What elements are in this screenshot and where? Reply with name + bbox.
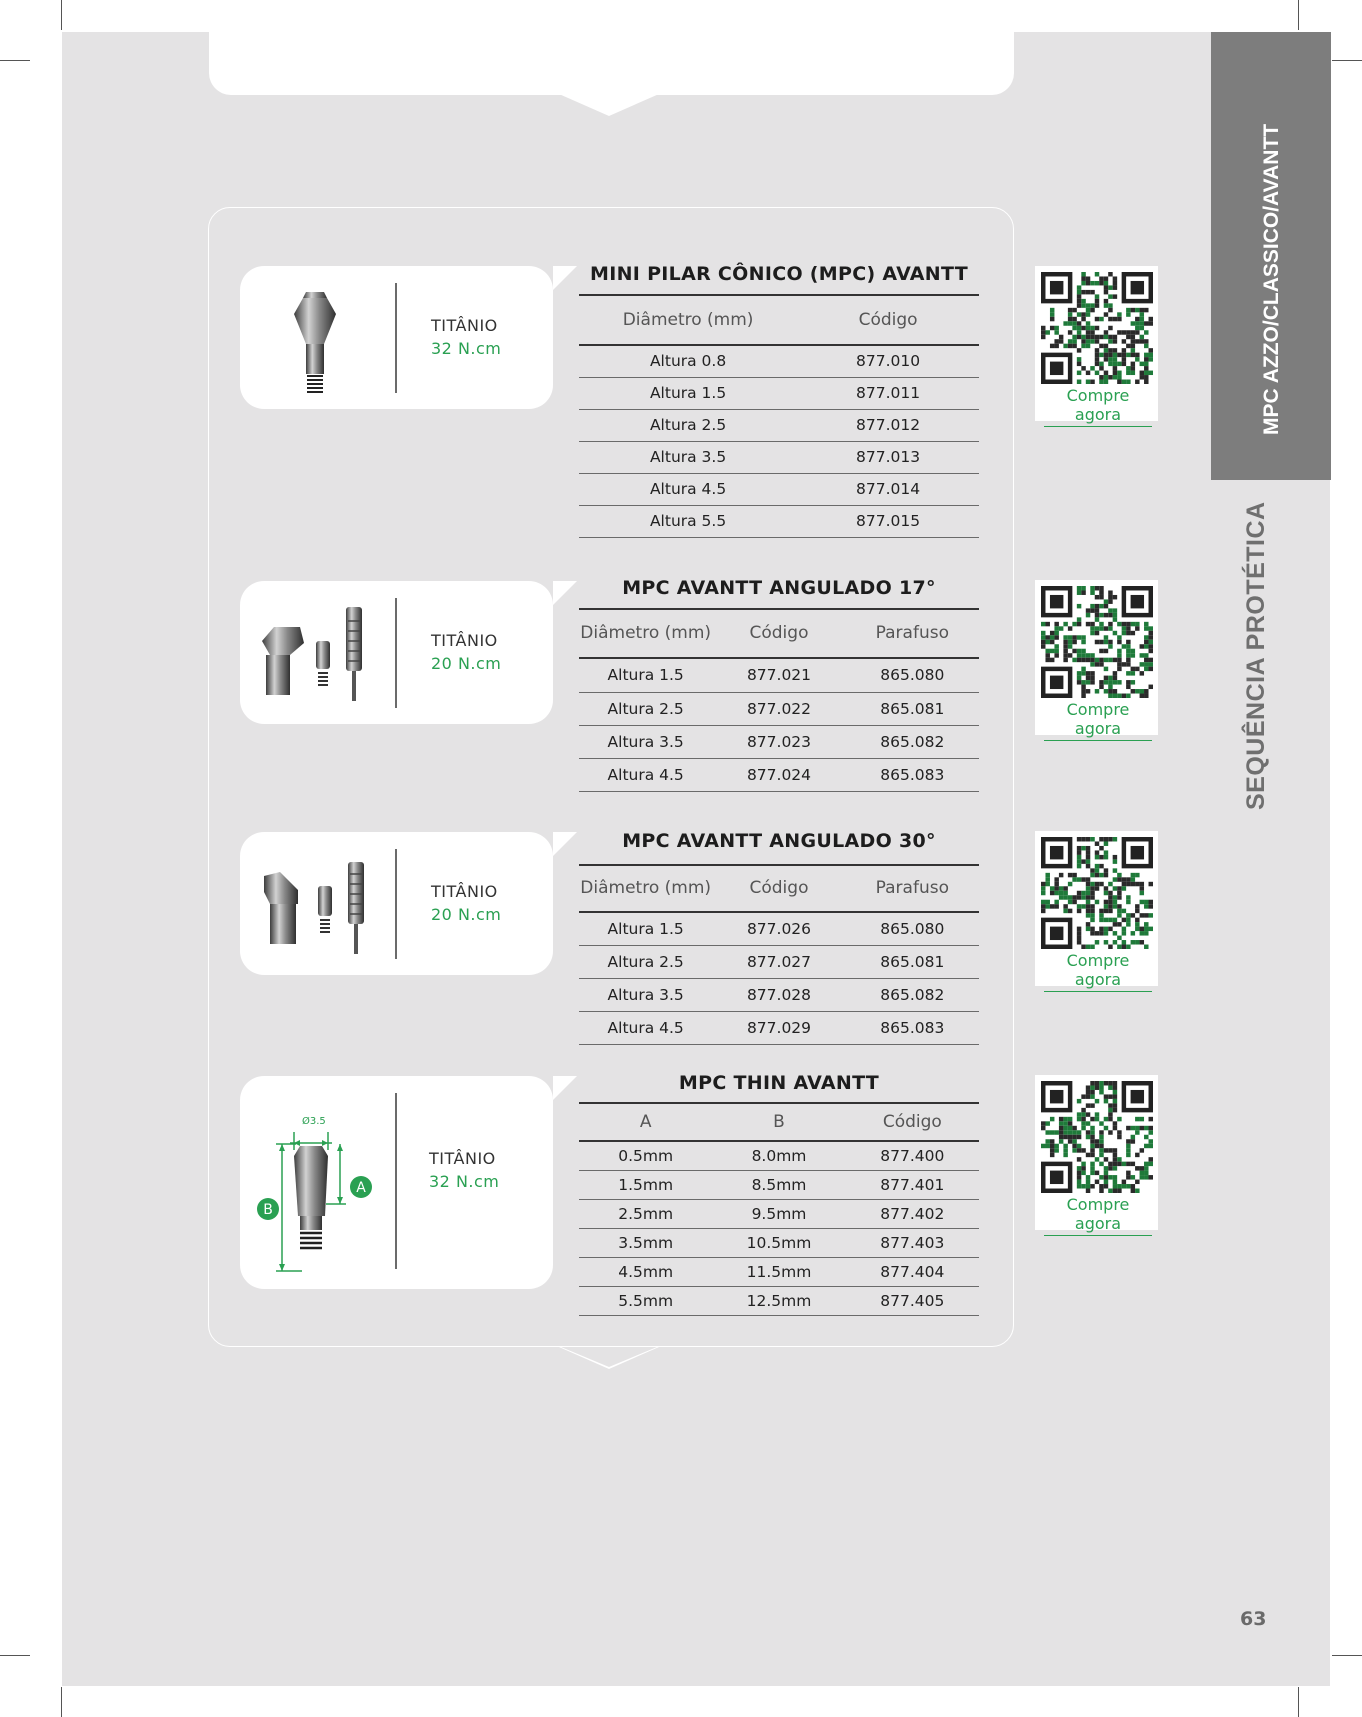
- table-row: 2.5mm 9.5mm 877.402: [579, 1200, 979, 1229]
- section-title: MPC AVANTT ANGULADO 17°: [622, 577, 936, 599]
- product-table: [579, 1102, 979, 1316]
- qr-code-icon[interactable]: [1041, 837, 1153, 949]
- table-row: Altura 4.5 877.014: [579, 474, 979, 506]
- top-header-card: [209, 32, 1014, 95]
- qr-code-card[interactable]: [1035, 580, 1158, 738]
- qr-code-card[interactable]: [1035, 1075, 1158, 1233]
- table-row: 3.5mm 10.5mm 877.403: [579, 1229, 979, 1258]
- table-row: Altura 3.5 877.013: [579, 442, 979, 474]
- buy-now-link[interactable]: Compre agora: [1044, 1195, 1152, 1236]
- section-title: MPC AVANTT ANGULADO 30°: [622, 830, 936, 852]
- svg-text:A: A: [356, 1180, 366, 1196]
- angled-abutment-30-image: [240, 832, 390, 975]
- torque-label: 32 N.cm: [431, 339, 502, 358]
- table-header: Diâmetro (mm) Código: [579, 294, 979, 346]
- table-row: Altura 3.5 877.023 865.082: [579, 726, 979, 759]
- table-header: A B Código: [579, 1102, 979, 1142]
- torque-label: 20 N.cm: [431, 905, 502, 924]
- diameter-label: Ø3.5: [302, 1116, 326, 1127]
- buy-now-link[interactable]: Compre agora: [1044, 386, 1152, 427]
- table-header: Diâmetro (mm) Código Parafuso: [579, 864, 979, 913]
- qr-code-icon[interactable]: [1041, 586, 1153, 698]
- table-row: Altura 5.5 877.015: [579, 506, 979, 538]
- table-row: 4.5mm 11.5mm 877.404: [579, 1258, 979, 1287]
- torque-label: 32 N.cm: [429, 1172, 500, 1191]
- table-row: 0.5mm 8.0mm 877.400: [579, 1142, 979, 1171]
- angled-abutment-17-image: [240, 581, 390, 724]
- qr-code-icon[interactable]: [1041, 1081, 1153, 1193]
- svg-text:B: B: [263, 1202, 273, 1218]
- table-row: Altura 1.5 877.021 865.080: [579, 659, 979, 693]
- material-label: TITÂNIO: [429, 1149, 496, 1168]
- material-label: TITÂNIO: [431, 631, 498, 650]
- table-row: 5.5mm 12.5mm 877.405: [579, 1287, 979, 1316]
- table-row: 1.5mm 8.5mm 877.401: [579, 1171, 979, 1200]
- mpc-abutment-image: [240, 266, 390, 409]
- qr-code-card[interactable]: [1035, 831, 1158, 989]
- product-card-mpc-avantt: [240, 266, 553, 409]
- table-row: Altura 0.8 877.010: [579, 346, 979, 378]
- qr-code-card[interactable]: [1035, 266, 1158, 424]
- table-row: Altura 1.5 877.011: [579, 378, 979, 410]
- section-title: MINI PILAR CÔNICO (MPC) AVANTT: [590, 263, 968, 285]
- table-header: Diâmetro (mm) Código Parafuso: [579, 608, 979, 659]
- table-row: Altura 4.5 877.029 865.083: [579, 1012, 979, 1045]
- page-number: 63: [1240, 1608, 1267, 1630]
- product-table: [579, 864, 979, 1045]
- material-label: TITÂNIO: [431, 882, 498, 901]
- product-card-angulado-17: [240, 581, 553, 724]
- torque-label: 20 N.cm: [431, 654, 502, 673]
- product-table: [579, 608, 979, 792]
- table-row: Altura 2.5 877.022 865.081: [579, 693, 979, 726]
- product-card-thin-avantt: [240, 1076, 553, 1289]
- material-label: TITÂNIO: [431, 316, 498, 335]
- thin-abutment-diagram: [240, 1076, 390, 1289]
- side-tab-label: MPC AZZO/CLASSICO/AVANTT: [1260, 123, 1283, 435]
- qr-code-icon[interactable]: [1041, 272, 1153, 384]
- table-row: Altura 4.5 877.024 865.083: [579, 759, 979, 792]
- product-card-angulado-30: [240, 832, 553, 975]
- section-title: MPC THIN AVANTT: [678, 1072, 880, 1094]
- table-row: Altura 3.5 877.028 865.082: [579, 979, 979, 1012]
- buy-now-link[interactable]: Compre agora: [1044, 951, 1152, 992]
- top-notch: [559, 94, 659, 116]
- table-row: Altura 1.5 877.026 865.080: [579, 913, 979, 946]
- section-label: SEQUÊNCIA PROTÉTICA: [1242, 501, 1270, 810]
- table-row: Altura 2.5 877.012: [579, 410, 979, 442]
- buy-now-link[interactable]: Compre agora: [1044, 700, 1152, 741]
- product-table: [579, 294, 979, 538]
- table-row: Altura 2.5 877.027 865.081: [579, 946, 979, 979]
